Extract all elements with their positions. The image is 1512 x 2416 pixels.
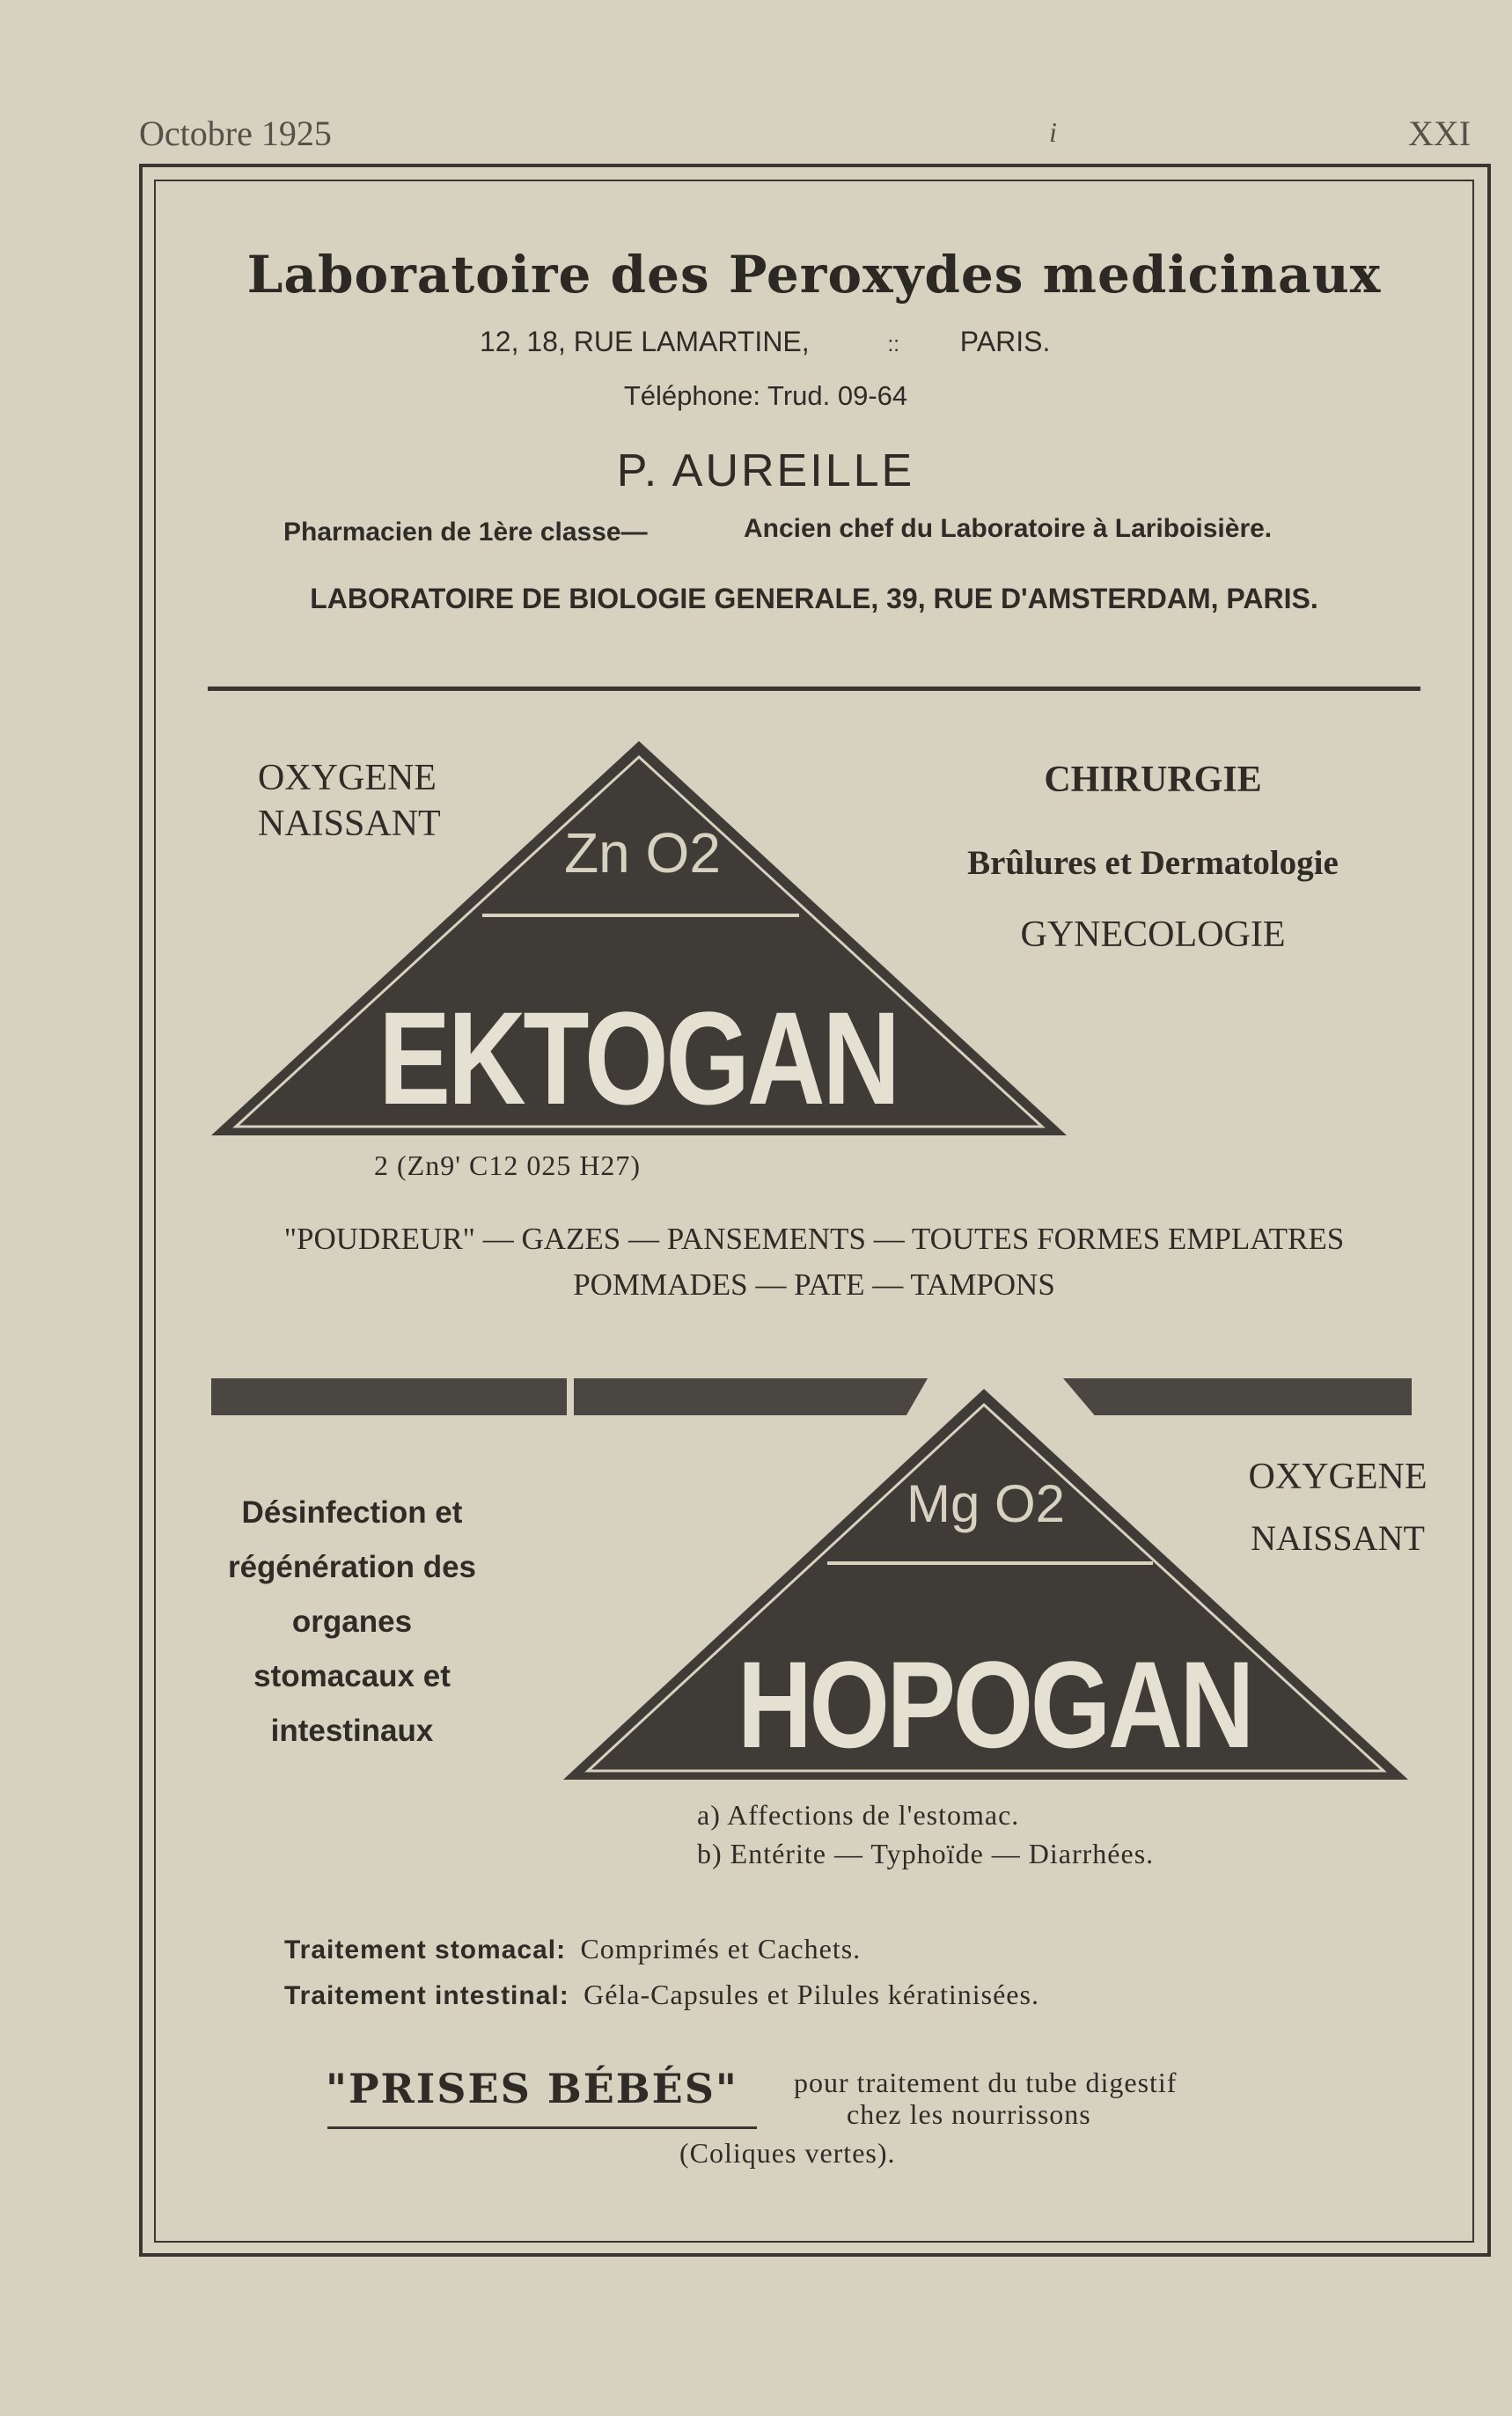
ektogan-brand: EKTOGAN (378, 984, 898, 1132)
hopogan-left-line1: Désinfection et (241, 1495, 463, 1530)
address-separator: :: (887, 333, 899, 356)
pharmacist-title-right: Ancien chef du Laboratoire à Lariboisière. (744, 514, 1273, 543)
hopogan-right-line2: NAISSANT (1251, 1518, 1425, 1558)
frame-top-outer (139, 164, 1491, 167)
biology-lab-address: LABORATOIRE DE BIOLOGIE GENERALE, 39, RUE D'AMSTERDAM, PARIS. (310, 583, 1318, 614)
ektogan-forms-line2: POMMADES — PATE — TAMPONS (573, 1267, 1055, 1302)
treatment-intestinal (284, 1979, 1039, 2011)
hopogan-brand: HOPOGAN (737, 1635, 1252, 1773)
hopogan-use-b: b) Entérite — Typhoïde — Diarrhées. (697, 1838, 1155, 1869)
hopogan-left-line3: organes (291, 1605, 413, 1639)
address-city: PARIS. (959, 326, 1051, 357)
ektogan-left-line2: NAISSANT (258, 804, 441, 844)
hopogan-right-line1: OXYGENE (1248, 1457, 1428, 1497)
prises-bebes-desc1: pour traitement du tube digestif (794, 2067, 1178, 2098)
hopogan-left-line4: stomacaux et (253, 1659, 451, 1693)
frame-right-outer (1487, 164, 1491, 2257)
frame-top-inner (154, 180, 1474, 181)
header-date: Octobre 1925 (139, 114, 332, 153)
treatment-stomacal-value: Comprimés et Cachets. (580, 1933, 862, 1964)
hopogan-left-line5: intestinaux (270, 1714, 434, 1748)
frame-left-outer (139, 164, 143, 2257)
header-mark: i (1049, 116, 1057, 148)
prises-bebes-desc3: (Coliques vertes). (679, 2137, 896, 2169)
pharmacist-title-left: Pharmacien de 1ère classe— (283, 518, 648, 547)
hopogan-formula-short: Mg O2 (906, 1474, 1066, 1533)
treatment-stomacal (284, 1933, 861, 1965)
ektogan-right-line2: Brûlures et Dermatologie (967, 844, 1339, 882)
ektogan-formula-short: Zn O2 (564, 821, 721, 885)
ektogan-formula-full: 2 (Zn9' C12 025 H27) (374, 1149, 642, 1181)
prises-bebes-title: "PRISES BÉBÉS" (326, 2065, 738, 2112)
ektogan-right-line3: GYNECOLOGIE (1020, 914, 1286, 955)
hopogan-left-line2: régénération des (227, 1550, 477, 1584)
hopogan-left-label (194, 1486, 510, 1759)
hopogan-use-a: a) Affections de l'estomac. (697, 1799, 1020, 1831)
prises-bebes-desc2: chez les nourrissons (847, 2098, 1091, 2130)
ektogan-right-line1: CHIRURGIE (1044, 760, 1262, 800)
decorative-bar-left (211, 1378, 567, 1415)
ektogan-left-line1: OXYGENE (258, 758, 437, 798)
treatment-intestinal-label: Traitement intestinal: (284, 1981, 569, 2010)
treatment-intestinal-value: Géla-Capsules et Pilules kératinisées. (584, 1979, 1039, 2010)
prises-bebes-underline (327, 2126, 757, 2129)
page-number: XXI (1408, 114, 1472, 153)
frame-left-inner (154, 180, 156, 2243)
frame-bottom-inner (154, 2241, 1474, 2243)
pharmacist-name: P. AUREILLE (616, 445, 915, 496)
lab-address (480, 326, 1050, 358)
frame-bottom-outer (139, 2253, 1491, 2257)
treatment-stomacal-label: Traitement stomacal: (284, 1935, 567, 1964)
ektogan-forms-line1: "POUDREUR" — GAZES — PANSEMENTS — TOUTES FORMES EMPLATRES (283, 1222, 1345, 1256)
lab-name: Laboratoire des Peroxydes medicinaux (246, 245, 1382, 305)
section-divider (208, 687, 1420, 691)
frame-right-inner (1472, 180, 1474, 2243)
lab-phone: Téléphone: Trud. 09-64 (623, 380, 908, 411)
address-street: 12, 18, RUE LAMARTINE, (480, 326, 810, 357)
